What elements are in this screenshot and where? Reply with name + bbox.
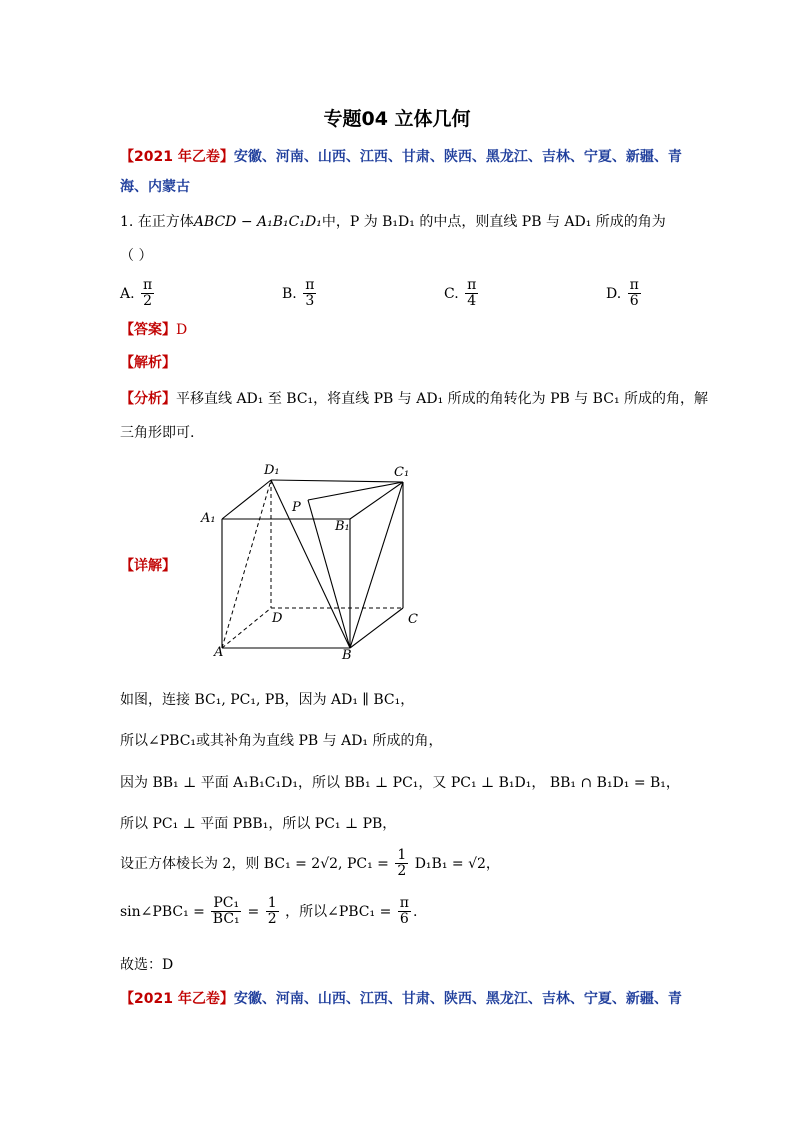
edge-a-d-hidden <box>222 608 271 648</box>
option-c-num: π <box>467 277 477 293</box>
fenxi-line2: 三角形即可. <box>120 425 195 441</box>
solution-line4: 所以 PC₁ ⊥ 平面 PBB₁，所以 PC₁ ⊥ PB， <box>120 816 397 832</box>
fenxi-text-1: 平移直线 AD₁ 至 BC₁，将直线 PB 与 AD₁ 所成的角转化为 PB 与 BC₁ 所成的角，解 <box>176 391 709 407</box>
line6-fraction2 <box>266 896 279 928</box>
line5-den: 2 <box>397 863 407 880</box>
cube-diagram <box>196 458 436 663</box>
option-a-den: 2 <box>143 293 153 310</box>
page-title: 专题04 立体几何 <box>323 108 471 130</box>
option-c-den: 4 <box>467 293 477 310</box>
label-a1: A₁ <box>201 511 216 526</box>
conclusion: 故选：D <box>120 957 174 973</box>
option-d <box>606 278 643 310</box>
line6-eq: = <box>247 903 260 920</box>
stem-a: 在正方体 <box>137 214 194 230</box>
stem-b: 中， <box>321 214 350 230</box>
option-b <box>282 278 318 310</box>
line6-den1: BC₁ <box>212 911 240 928</box>
line6-num2: 1 <box>267 895 277 911</box>
line-b-c1 <box>350 482 403 648</box>
label-d: D <box>272 611 283 626</box>
answer-value: D <box>176 322 188 338</box>
line-a-d1-hidden <box>222 480 271 648</box>
option-c <box>444 278 480 310</box>
p-definition: P 为 B₁D₁ 的中点，则直线 PB 与 AD₁ 所成的角为 <box>349 214 666 230</box>
line-d1-b <box>271 480 350 648</box>
edge-d1-c1 <box>271 480 403 482</box>
answer-paren: （ ） <box>120 248 153 264</box>
line5-num: 1 <box>397 847 407 863</box>
solution-line3: 因为 BB₁ ⊥ 平面 A₁B₁C₁D₁，所以 BB₁ ⊥ PC₁，又 PC₁ ⊥ B₁D₁， BB₁ ∩ B₁D₁ = B₁， <box>120 775 680 791</box>
label-a: A <box>214 645 224 660</box>
provinces-line2: 海、内蒙古 <box>120 179 190 195</box>
option-a-label: A. <box>120 285 135 302</box>
cube-name: ABCD − A₁B₁C₁D₁ <box>193 214 322 230</box>
footer-tag <box>120 988 682 1008</box>
fenxi-line1 <box>120 389 708 409</box>
line6-den3: 6 <box>399 911 409 928</box>
line6-num3: π <box>399 895 409 911</box>
analysis-label: 【解析】 <box>120 355 176 371</box>
line6-fraction3 <box>398 896 411 928</box>
label-c: C <box>408 612 418 627</box>
option-d-num: π <box>629 277 639 293</box>
label-b: B <box>342 648 352 663</box>
edge-a1-d1 <box>222 480 271 519</box>
question-stem <box>120 212 666 232</box>
option-a <box>120 278 156 310</box>
label-b1: B₁ <box>335 519 350 534</box>
answer-line <box>120 320 187 340</box>
option-b-den: 3 <box>305 293 315 310</box>
option-c-fraction <box>465 278 478 310</box>
footer-year-bracket: 【2021 年乙卷】 <box>120 991 234 1007</box>
question-number: 1. <box>120 214 134 230</box>
line5-fraction <box>395 848 408 880</box>
fenxi-label: 【分析】 <box>120 391 176 407</box>
line6-b: ，所以∠PBC₁ = <box>285 903 392 920</box>
option-a-fraction <box>141 278 154 310</box>
option-a-num: π <box>143 277 153 293</box>
solution-line6 <box>120 896 417 928</box>
option-d-fraction <box>628 278 641 310</box>
option-b-num: π <box>305 277 315 293</box>
label-d1: D₁ <box>264 463 280 478</box>
option-d-den: 6 <box>629 293 639 310</box>
label-p: P <box>292 500 301 515</box>
answer-label: 【答案】 <box>120 322 176 338</box>
option-c-label: C. <box>444 285 459 302</box>
line6-den2: 2 <box>267 911 277 928</box>
option-b-label: B. <box>282 285 297 302</box>
option-b-fraction <box>303 278 316 310</box>
line6-fraction1 <box>211 896 241 928</box>
footer-provinces: 安徽、河南、山西、江西、甘肃、陕西、黑龙江、吉林、宁夏、新疆、青 <box>233 991 682 1007</box>
edge-b-c <box>350 608 403 648</box>
detail-label: 【详解】 <box>120 558 176 574</box>
label-c1: C₁ <box>394 465 410 480</box>
option-d-label: D. <box>606 285 622 302</box>
solution-line1: 如图，连接 BC₁, PC₁, PB，因为 AD₁ ∥ BC₁， <box>120 692 415 708</box>
provinces-line1: 安徽、河南、山西、江西、甘肃、陕西、黑龙江、吉林、宁夏、新疆、青 <box>233 149 682 165</box>
solution-line2: 所以∠PBC₁或其补角为直线 PB 与 AD₁ 所成的角， <box>120 733 443 749</box>
solution-line5 <box>120 848 500 880</box>
line6-end: . <box>412 903 418 920</box>
line5-b: D₁B₁ = √2， <box>414 855 500 872</box>
year-bracket: 【2021 年乙卷】 <box>120 149 234 165</box>
line6-a: sin∠PBC₁ = <box>120 903 205 920</box>
line6-num1: PC₁ <box>213 895 240 911</box>
source-tag-line1 <box>120 146 682 166</box>
line5-a: 设正方体棱长为 2，则 BC₁ = 2√2, PC₁ = <box>120 855 389 872</box>
line-p-c1 <box>308 482 403 500</box>
